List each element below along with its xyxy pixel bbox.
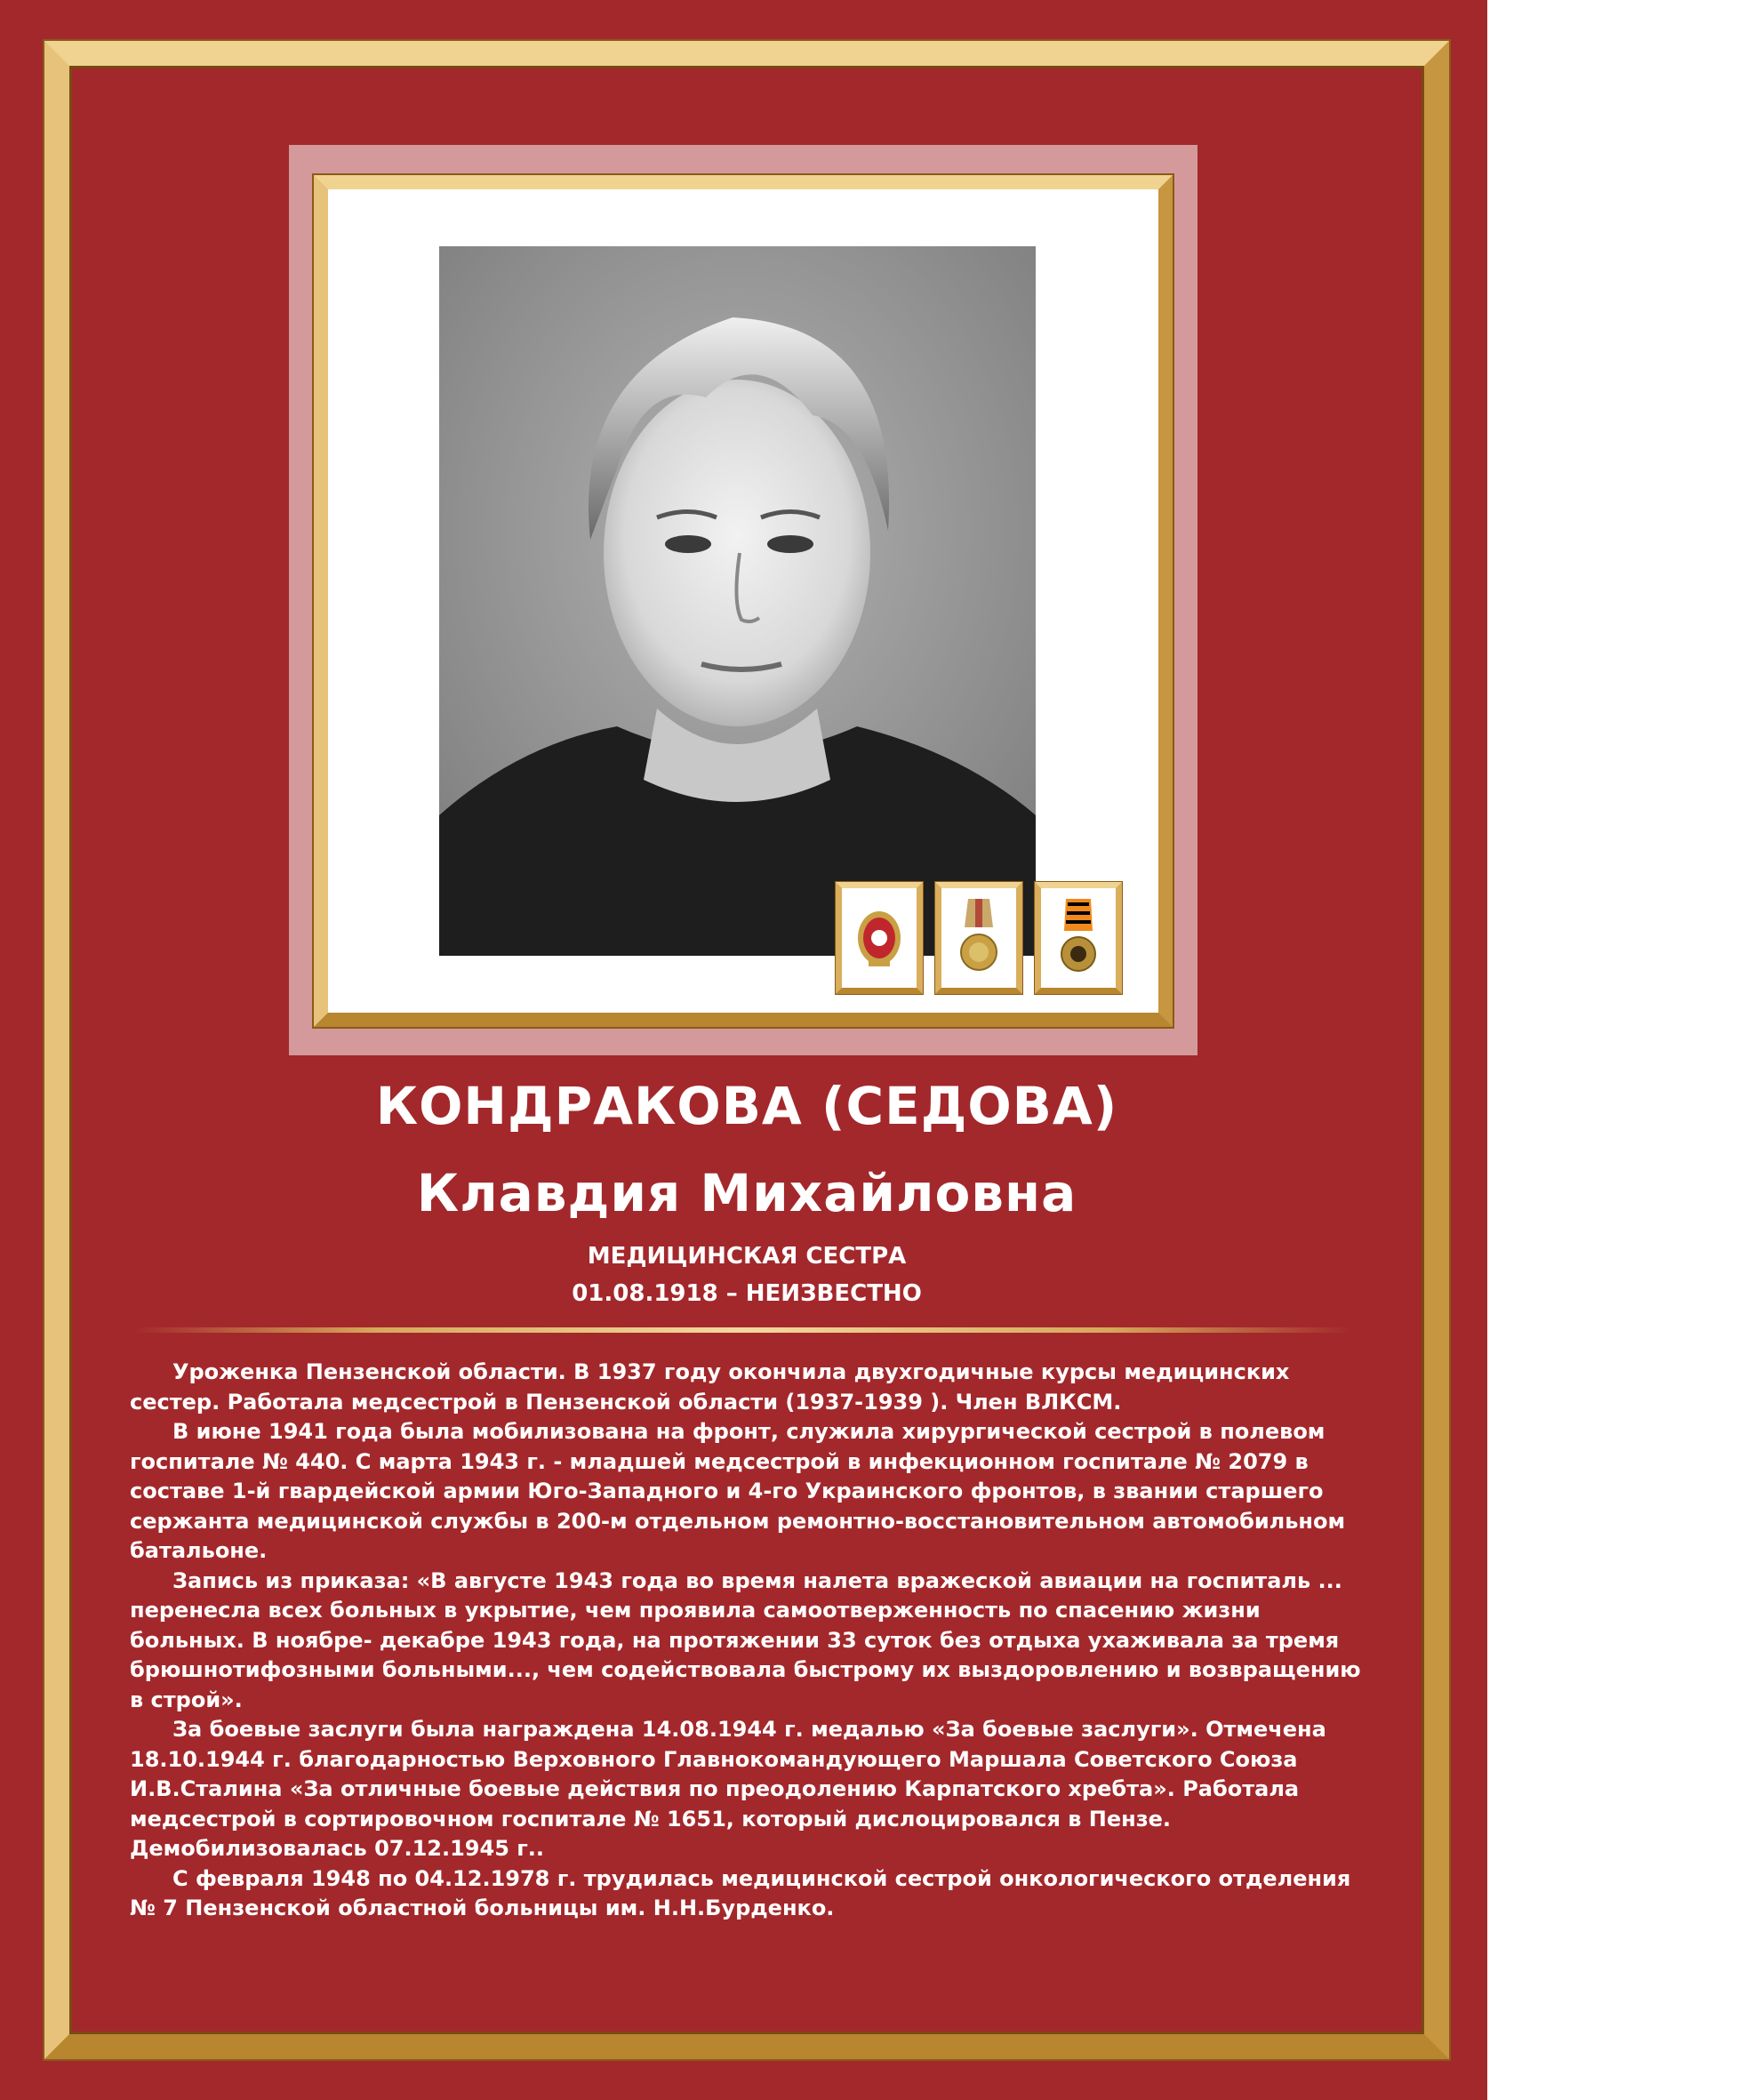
award-frame-ribbon-medal — [1035, 882, 1122, 994]
person-surname: КОНДРАКОВА (СЕДОВА) — [375, 1076, 1118, 1136]
gold-divider — [133, 1327, 1351, 1333]
bio-paragraph: С февраля 1948 по 04.12.1978 г. трудилась медицинской сестрой онкологического отделения № 7 Пензенской областной больницы им. Н.Н.Бурденко. — [130, 1865, 1351, 1920]
portrait-photo — [439, 246, 1036, 956]
medal-icon — [941, 888, 1016, 988]
bio-paragraph: Запись из приказа: «В августе 1943 года во время налета вражеской авиации на госпиталь ... перенесла всех больных в укрытие, чем проявила самоотверженность по спасению жизни больных. В ноябре- декабре 1943 года, на протяжении 33 суток без отдыха ухаживала за тремя брюшнотифозными больными..., чем содействовала быстрому их выздоровлению и возвращению в строй». — [130, 1567, 1361, 1712]
bio-paragraph: В июне 1941 года была мобилизована на фронт, служила хирургической сестрой в полевом госпитале № 440. С марта 1943 г. - младшей медсестрой в инфекционном госпитале № 2079 в составе 1-й гвардейской армии Юго-Западного и 4-го Украинского фронтов, в звании старшего сержанта медицинской службы в 200-м отдельном ремонтно-восстановительном автомобильном батальоне. — [130, 1419, 1346, 1563]
person-given-names: Клавдия Михайловна — [416, 1163, 1077, 1223]
biography — [130, 1358, 1366, 1924]
person-role: МЕДИЦИНСКАЯ СЕСТРА — [587, 1243, 907, 1270]
award-frame-medal — [935, 882, 1022, 994]
st-george-ribbon-medal-icon — [1041, 888, 1116, 988]
award-frame-badge — [836, 882, 923, 994]
bio-paragraph: Уроженка Пензенской области. В 1937 году окончила двухгодичные курсы медицинских сестер. Работала медсестрой в Пензенской области (1937-1939 ). Член ВЛКСМ. — [130, 1359, 1290, 1415]
bio-paragraph: За боевые заслуги была награждена 14.08.1944 г. медалью «За боевые заслуги». Отмечена 18.10.1944 г. благодарностью Верховного Главнокомандующего Маршала Советского Союза И.В.Сталина «За отличные боевые действия по преодолению Карпатского хребта». Работала медсестрой в сортировочном госпитале № 1651, который дислоцировался в Пензе. Демобилизовалась 07.12.1945 г.. — [130, 1717, 1326, 1861]
badge-icon — [842, 888, 917, 988]
person-dates: 01.08.1918 – НЕИЗВЕСТНО — [572, 1280, 922, 1307]
